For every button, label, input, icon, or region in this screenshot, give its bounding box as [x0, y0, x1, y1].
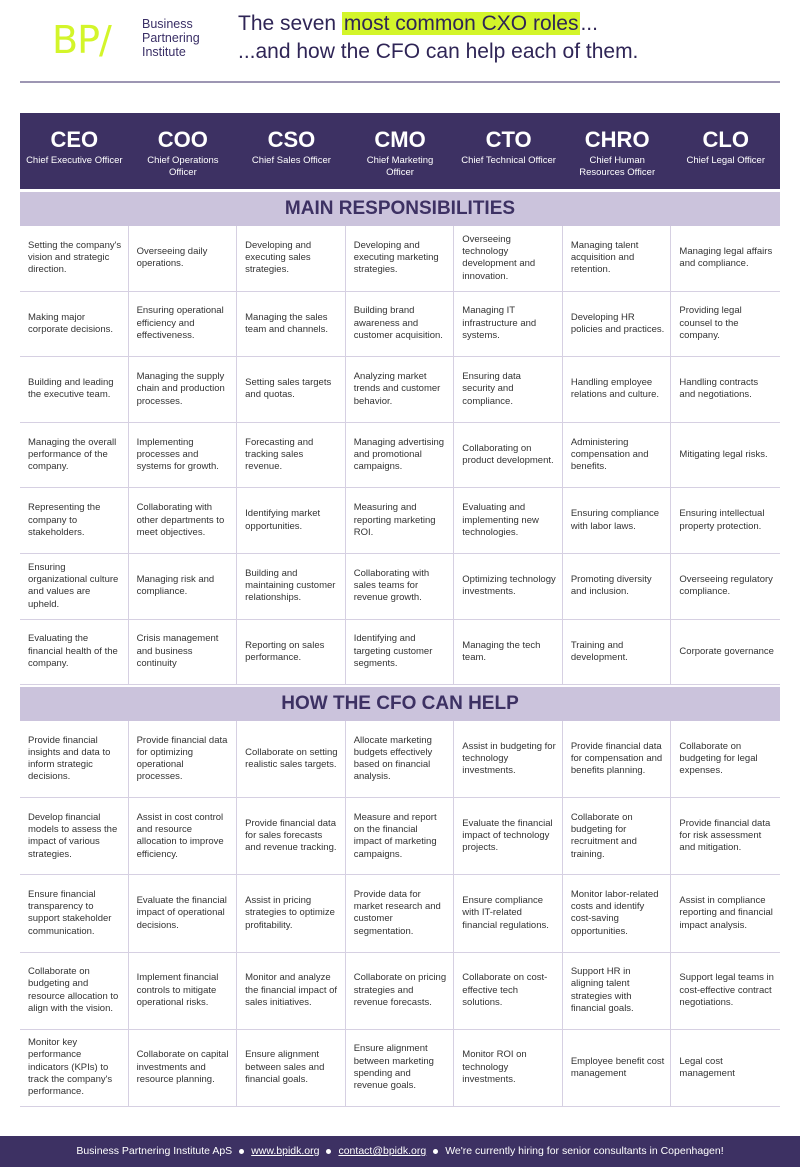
responsibility-cell: Identifying market opportunities.: [237, 488, 346, 554]
cfo-help-cell: Support HR in aligning talent strategies with financial goals.: [563, 953, 672, 1030]
role-full-name: Chief Technical Officer: [461, 155, 556, 166]
role-column-cto: [454, 113, 563, 189]
cfo-help-cell: Collaborate on setting realistic sales targets.: [237, 721, 346, 798]
role-column-ceo: [20, 113, 129, 189]
cfo-help-cell: Provide financial data for compensation and benefits planning.: [563, 721, 672, 798]
role-abbr: CSO: [267, 127, 316, 152]
role-abbr: CTO: [485, 127, 532, 152]
responsibility-cell: Promoting diversity and inclusion.: [563, 554, 672, 620]
responsibility-cell: Managing the supply chain and production processes.: [129, 357, 238, 423]
responsibility-cell: Managing the sales team and channels.: [237, 292, 346, 358]
footer-hiring: We're currently hiring for senior consultants in Copenhagen!: [445, 1145, 724, 1157]
headline-pre: The seven: [238, 12, 342, 35]
responsibility-cell: Making major corporate decisions.: [20, 292, 129, 358]
role-full-name: Chief Marketing Officer: [366, 155, 434, 178]
responsibility-cell: Building and maintaining customer relationships.: [237, 554, 346, 620]
header-divider: [20, 81, 780, 83]
role-full-name: Chief Executive Officer: [26, 155, 123, 166]
cfo-help-cell: Measure and report on the financial impact of marketing campaigns.: [346, 798, 455, 875]
headline-highlight: most common CXO roles: [343, 12, 579, 35]
responsibility-cell: Handling contracts and negotiations.: [671, 357, 780, 423]
responsibility-cell: Ensuring intellectual property protection.: [671, 488, 780, 554]
responsibility-cell: Managing risk and compliance.: [129, 554, 238, 620]
cfo-help-cell: Ensure compliance with IT-related financial regulations.: [454, 875, 563, 952]
responsibility-cell: Collaborating with other departments to meet objectives.: [129, 488, 238, 554]
responsibility-cell: Setting sales targets and quotas.: [237, 357, 346, 423]
bpi-logo: BP/: [52, 18, 111, 62]
responsibility-cell: Managing talent acquisition and retention.: [563, 226, 672, 292]
role-full-name: Chief Operations Officer: [147, 155, 219, 178]
responsibility-cell: Optimizing technology investments.: [454, 554, 563, 620]
cfo-help-cell: Implement financial controls to mitigate operational risks.: [129, 953, 238, 1030]
responsibility-cell: Developing and executing sales strategies.: [237, 226, 346, 292]
headline-line-1: [238, 10, 638, 38]
responsibility-cell: Managing IT infrastructure and systems.: [454, 292, 563, 358]
cfo-help-cell: Monitor ROI on technology investments.: [454, 1030, 563, 1107]
cfo-help-cell: Collaborate on budgeting for recruitment and training.: [563, 798, 672, 875]
logo-wordmark: [142, 17, 200, 59]
footer-website-link[interactable]: www.bpidk.org: [251, 1145, 320, 1157]
section-how-cfo-can-help: HOW THE CFO CAN HELP: [20, 687, 780, 721]
logo-line-1: Business: [142, 17, 193, 31]
logo-line-3: Institute: [142, 45, 186, 59]
role-column-chro: [563, 113, 672, 189]
responsibility-cell: Implementing processes and systems for growth.: [129, 423, 238, 489]
responsibility-cell: Reporting on sales performance.: [237, 620, 346, 686]
page-header: [0, 0, 800, 82]
responsibility-cell: Managing legal affairs and compliance.: [671, 226, 780, 292]
responsibility-cell: Developing and executing marketing strategies.: [346, 226, 455, 292]
responsibility-cell: Ensuring data security and compliance.: [454, 357, 563, 423]
responsibility-cell: Providing legal counsel to the company.: [671, 292, 780, 358]
bullet-icon: [239, 1149, 244, 1154]
role-column-cmo: [346, 113, 455, 189]
responsibility-cell: Overseeing technology development and innovation.: [454, 226, 563, 292]
cfo-help-cell: Collaborate on budgeting for legal expenses.: [671, 721, 780, 798]
cfo-help-cell: Employee benefit cost management: [563, 1030, 672, 1107]
role-column-coo: [129, 113, 238, 189]
roles-header: [20, 113, 780, 189]
responsibility-cell: Ensuring compliance with labor laws.: [563, 488, 672, 554]
responsibility-cell: Managing advertising and promotional campaigns.: [346, 423, 455, 489]
cfo-help-cell: Collaborate on capital investments and resource planning.: [129, 1030, 238, 1107]
responsibility-cell: Ensuring operational efficiency and effectiveness.: [129, 292, 238, 358]
bullet-icon: [433, 1149, 438, 1154]
responsibility-cell: Ensuring organizational culture and values are upheld.: [20, 554, 129, 620]
responsibility-cell: Administering compensation and benefits.: [563, 423, 672, 489]
responsibility-cell: Identifying and targeting customer segments.: [346, 620, 455, 686]
headline-post: ...: [580, 12, 598, 35]
responsibilities-grid: [20, 226, 780, 685]
cfo-help-cell: Assist in pricing strategies to optimize profitability.: [237, 875, 346, 952]
cfo-help-cell: Assist in cost control and resource allocation to improve efficiency.: [129, 798, 238, 875]
role-abbr: COO: [157, 127, 208, 152]
responsibility-cell: Crisis management and business continuity: [129, 620, 238, 686]
role-abbr: CHRO: [584, 127, 650, 152]
cfo-help-cell: Legal cost management: [671, 1030, 780, 1107]
cfo-help-cell: Ensure financial transparency to support stakeholder communication.: [20, 875, 129, 952]
responsibility-cell: Evaluating the financial health of the company.: [20, 620, 129, 686]
footer-email-link[interactable]: contact@bpidk.org: [338, 1145, 427, 1157]
section-main-responsibilities: MAIN RESPONSIBILITIES: [20, 192, 780, 226]
cfo-help-cell: Provide financial data for risk assessment and mitigation.: [671, 798, 780, 875]
role-column-cso: [237, 113, 346, 189]
cfo-help-cell: Provide financial data for sales forecasts and revenue tracking.: [237, 798, 346, 875]
cfo-help-cell: Assist in compliance reporting and financial impact analysis.: [671, 875, 780, 952]
responsibility-cell: Analyzing market trends and customer behavior.: [346, 357, 455, 423]
bullet-icon: [326, 1149, 331, 1154]
headline-line-2: ...and how the CFO can help each of them.: [238, 40, 639, 63]
role-full-name: Chief Legal Officer: [686, 155, 766, 166]
responsibility-cell: Collaborating on product development.: [454, 423, 563, 489]
cfo-help-cell: Support legal teams in cost-effective contract negotiations.: [671, 953, 780, 1030]
responsibility-cell: Managing the tech team.: [454, 620, 563, 686]
page-title: [238, 10, 638, 66]
cfo-help-cell: Provide financial insights and data to inform strategic decisions.: [20, 721, 129, 798]
cfo-help-grid: [20, 721, 780, 1107]
responsibility-cell: Representing the company to stakeholders.: [20, 488, 129, 554]
cfo-help-cell: Ensure alignment between sales and financial goals.: [237, 1030, 346, 1107]
cfo-help-cell: Collaborate on budgeting and resource allocation to align with the vision.: [20, 953, 129, 1030]
role-abbr: CEO: [50, 127, 99, 152]
cfo-help-cell: Monitor labor-related costs and identify cost-saving opportunities.: [563, 875, 672, 952]
responsibility-cell: Evaluating and implementing new technologies.: [454, 488, 563, 554]
cfo-help-cell: Develop financial models to assess the impact of various strategies.: [20, 798, 129, 875]
page-footer: [0, 1136, 800, 1167]
responsibility-cell: Setting the company's vision and strategic direction.: [20, 226, 129, 292]
role-full-name: Chief Human Resources Officer: [579, 155, 656, 178]
cfo-help-cell: Collaborate on pricing strategies and revenue forecasts.: [346, 953, 455, 1030]
cfo-help-cell: Provide data for market research and customer segmentation.: [346, 875, 455, 952]
responsibility-cell: Training and development.: [563, 620, 672, 686]
cfo-help-cell: Monitor and analyze the financial impact of sales initiatives.: [237, 953, 346, 1030]
responsibility-cell: Corporate governance: [671, 620, 780, 686]
responsibility-cell: Collaborating with sales teams for revenue growth.: [346, 554, 455, 620]
responsibility-cell: Building and leading the executive team.: [20, 357, 129, 423]
responsibility-cell: Forecasting and tracking sales revenue.: [237, 423, 346, 489]
cfo-help-cell: Allocate marketing budgets effectively based on financial analysis.: [346, 721, 455, 798]
responsibility-cell: Building brand awareness and customer acquisition.: [346, 292, 455, 358]
cfo-help-cell: Assist in budgeting for technology investments.: [454, 721, 563, 798]
responsibility-cell: Handling employee relations and culture.: [563, 357, 672, 423]
responsibility-cell: Managing the overall performance of the company.: [20, 423, 129, 489]
cfo-help-cell: Provide financial data for optimizing operational processes.: [129, 721, 238, 798]
responsibility-cell: Mitigating legal risks.: [671, 423, 780, 489]
responsibility-cell: Overseeing regulatory compliance.: [671, 554, 780, 620]
logo-line-2: Partnering: [142, 31, 200, 45]
responsibility-cell: Overseeing daily operations.: [129, 226, 238, 292]
cfo-help-cell: Evaluate the financial impact of technology projects.: [454, 798, 563, 875]
role-column-clo: [671, 113, 780, 189]
footer-company: Business Partnering Institute ApS: [76, 1145, 233, 1157]
responsibility-cell: Developing HR policies and practices.: [563, 292, 672, 358]
role-abbr: CMO: [374, 127, 426, 152]
role-abbr: CLO: [702, 127, 749, 152]
cfo-help-cell: Collaborate on cost-effective tech solutions.: [454, 953, 563, 1030]
role-full-name: Chief Sales Officer: [251, 155, 331, 166]
cfo-help-cell: Monitor key performance indicators (KPIs) to track the company's performance.: [20, 1030, 129, 1107]
cfo-help-cell: Ensure alignment between marketing spending and revenue goals.: [346, 1030, 455, 1107]
responsibility-cell: Measuring and reporting marketing ROI.: [346, 488, 455, 554]
cfo-help-cell: Evaluate the financial impact of operational decisions.: [129, 875, 238, 952]
